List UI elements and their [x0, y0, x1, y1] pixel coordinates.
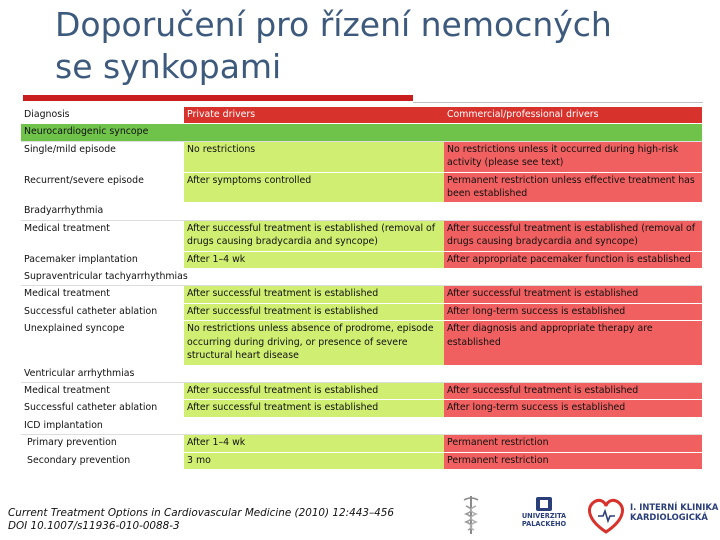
cell-diagnosis: Unexplained syncope [21, 321, 184, 365]
header-diagnosis: Diagnosis [21, 107, 184, 124]
cell-diagnosis: Medical treatment [21, 382, 184, 399]
cell-commercial: After diagnosis and appropriate therapy are established [444, 321, 702, 365]
university-logo [516, 496, 566, 538]
clinic-line-1: I. INTERNÍ KLINIKA [630, 502, 719, 512]
cell-private: 3 mo [184, 452, 444, 469]
citation-doi: DOI 10.1007/s11936-010-0088-3 [8, 520, 180, 532]
cell-diagnosis: Recurrent/severe episode [21, 172, 184, 203]
cell-diagnosis: Medical treatment [21, 220, 184, 251]
section-row [21, 203, 702, 220]
cell-commercial: Permanent restriction unless effective treatment has been established [444, 172, 702, 203]
cell-commercial: After appropriate pacemaker function is established [444, 251, 702, 268]
table-row [21, 321, 702, 365]
cell-diagnosis: Successful catheter ablation [21, 400, 184, 417]
cell-diagnosis: Primary prevention [21, 435, 184, 452]
cell-commercial: No restrictions unless it occurred during high-risk activity (please see text) [444, 141, 702, 172]
table-row [21, 251, 702, 268]
section-supraventricular: Supraventricular tachyarrhythmias [21, 269, 702, 286]
table-row [21, 400, 702, 417]
section-neurocardiogenic: Neurocardiogenic syncope [21, 124, 702, 141]
cell-private: After successful treatment is established [184, 303, 444, 320]
table-row [21, 452, 702, 469]
cell-diagnosis: Single/mild episode [21, 141, 184, 172]
cell-private: After successful treatment is established (removal of drugs causing bradycardia and syncope) [184, 220, 444, 251]
section-row [21, 417, 702, 434]
cell-diagnosis: Medical treatment [21, 286, 184, 303]
table-header-row [21, 107, 702, 124]
cell-commercial: Permanent restriction [444, 435, 702, 452]
section-ventricular: Ventricular arrhythmias [21, 365, 702, 382]
cell-private: After 1–4 wk [184, 251, 444, 268]
table-row [21, 435, 702, 452]
cell-diagnosis: Secondary prevention [21, 452, 184, 469]
cell-private: No restrictions unless absence of prodrome, episode occurring during driving, or presence of severe structural heart disease [184, 321, 444, 365]
table-row [21, 382, 702, 399]
cell-commercial: After long-term success is established [444, 400, 702, 417]
cell-private: After successful treatment is established [184, 400, 444, 417]
table-row [21, 286, 702, 303]
section-row [21, 269, 702, 286]
cell-private: After 1–4 wk [184, 435, 444, 452]
title-underline [23, 95, 413, 101]
table-row [21, 220, 702, 251]
citation [8, 507, 438, 533]
section-row [21, 365, 702, 382]
cell-private: After successful treatment is established [184, 286, 444, 303]
header-private-drivers: Private drivers [184, 107, 444, 124]
clinic-line-2: KARDIOLOGICKÁ [630, 512, 708, 522]
section-row [21, 124, 702, 141]
heart-icon [584, 496, 628, 536]
cell-diagnosis: Pacemaker implantation [21, 251, 184, 268]
cell-commercial: Permanent restriction [444, 452, 702, 469]
table-row [21, 172, 702, 203]
driving-recommendations-table [21, 107, 702, 470]
cell-diagnosis: Successful catheter ablation [21, 303, 184, 320]
cell-commercial: After long-term success is established [444, 303, 702, 320]
table-row [21, 303, 702, 320]
cell-private: After symptoms controlled [184, 172, 444, 203]
title-line-2: se synkopami [55, 47, 282, 86]
university-crest-icon [516, 496, 572, 512]
cell-private: After successful treatment is established [184, 382, 444, 399]
caduceus-icon [460, 494, 482, 536]
header-commercial-drivers: Commercial/professional drivers [444, 107, 702, 124]
section-icd: ICD implantation [21, 417, 702, 434]
cell-commercial: After successful treatment is established [444, 286, 702, 303]
clinic-logo-text [630, 502, 720, 522]
section-bradyarrhythmia: Bradyarrhythmia [21, 203, 702, 220]
title-line-1: Doporučení pro řízení nemocných [55, 5, 612, 44]
slide-title [55, 4, 715, 88]
logos [452, 492, 720, 540]
citation-journal: Current Treatment Options in Cardiovascular Medicine (2010) 12:443–456 [8, 507, 394, 519]
table-row [21, 141, 702, 172]
cell-private: No restrictions [184, 141, 444, 172]
university-name: UNIVERZITA PALACKÉHO [521, 512, 567, 528]
title-divider [413, 102, 703, 103]
cell-commercial: After successful treatment is established [444, 382, 702, 399]
cell-commercial: After successful treatment is established (removal of drugs causing bradycardia and syncope) [444, 220, 702, 251]
